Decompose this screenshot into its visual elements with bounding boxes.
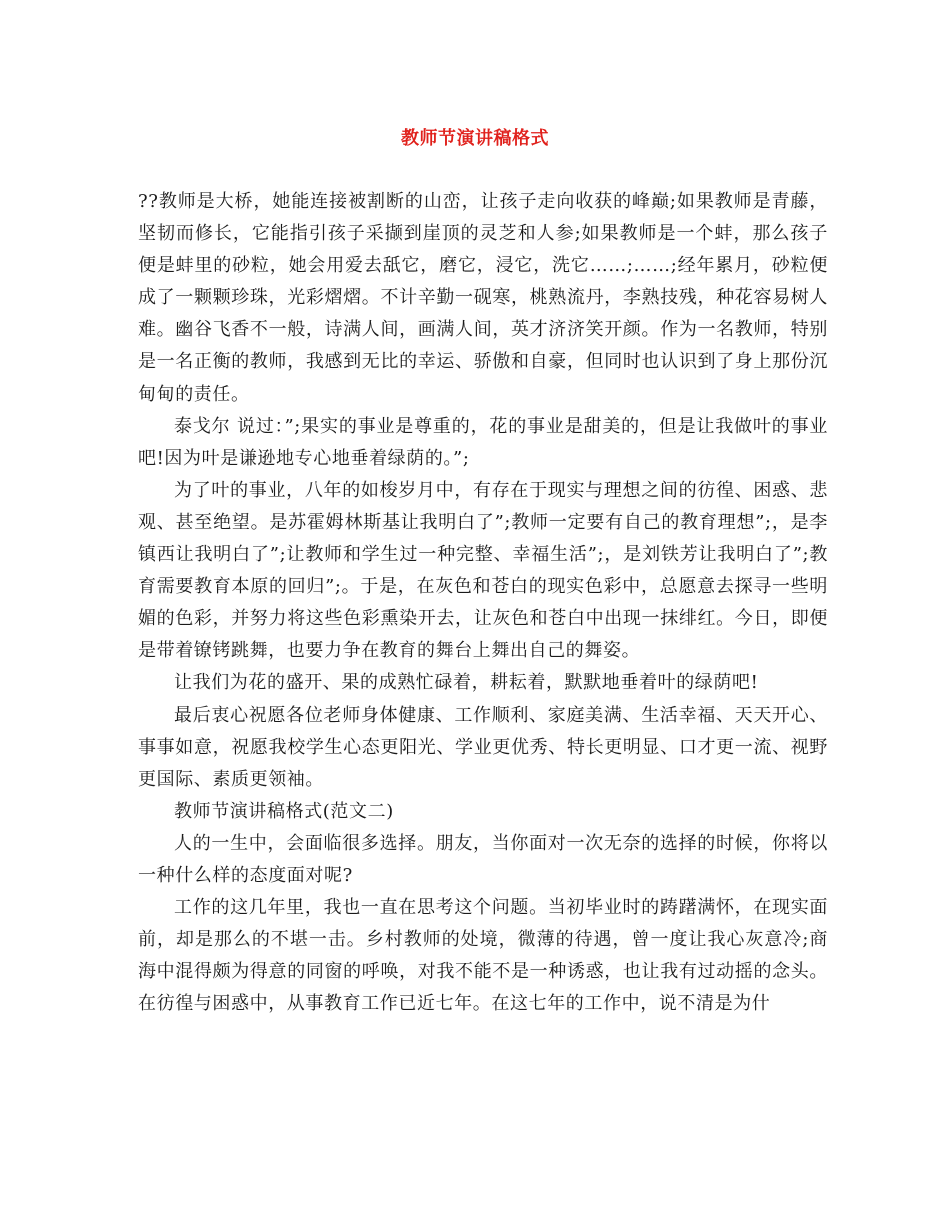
paragraph-3: 为了叶的事业，八年的如梭岁月中，有存在于现实与理想之间的彷徨、困惑、悲观、甚至绝望。是苏霍姆林斯基让我明白了”;教师一定要有自己的教育理想”;，是李镇西让我明白了”;让教师和学生过一种完整、幸福生活”;，是刘铁芳让我明白了”;教育需要教育本原的回归”;。于是，在灰色和苍白的现实色彩中，总愿意去探寻一些明媚的色彩，并努力将这些色彩熏染开去，让灰色和苍白中出现一抹绯红。今日，即便是带着镣铐跳舞，也要力争在教育的舞台上舞出自己的舞姿。 (138, 479, 828, 662)
paragraph-4: 让我们为花的盛开、果的成熟忙碌着，耕耘着，默默地垂着叶的绿荫吧! (174, 672, 759, 694)
section-heading-fanwen-2: 教师节演讲稿格式(范文二) (174, 800, 394, 822)
paragraph-1: ??教师是大桥，她能连接被割断的山峦，让孩子走向收获的峰巅;如果教师是青藤，坚韧而修长，它能指引孩子采撷到崖顶的灵芝和人参;如果教师是一个蚌，那么孩子便是蚌里的砂粒，她会用爱去舐它，磨它，浸它，洗它……;……;经年累月，砂粒便成了一颗颗珍珠，光彩熠熠。不计辛勤一砚寒，桃熟流丹，李熟技残，种花容易树人难。幽谷飞香不一般，诗满人间，画满人间，英才济济笑开颜。作为一名教师，特别是一名正衡的教师，我感到无比的幸运、骄傲和自豪，但同时也认识到了身上那份沉甸甸的责任。 (138, 191, 828, 405)
document-body (138, 186, 828, 1020)
paragraph-2: 泰戈尔 说过：”;果实的事业是尊重的，花的事业是甜美的，但是让我做叶的事业吧!因为叶是谦逊地专心地垂着绿荫的。”; (138, 415, 828, 469)
document-title: 教师节演讲稿格式 (401, 128, 549, 149)
paragraph-8: 工作的这几年里，我也一直在思考这个问题。当初毕业时的踌躇满怀，在现实面前，却是那么的不堪一击。乡村教师的处境，微薄的待遇，曾一度让我心灰意冷;商海中混得颇为得意的同窗的呼唤，对我不能不是一种诱惑，也让我有过动摇的念头。在彷徨与困惑中，从事教育工作已近七年。在这七年的工作中，说不清是为什 (138, 897, 828, 1015)
paragraph-5: 最后衷心祝愿各位老师身体健康、工作顺利、家庭美满、生活幸福、天天开心、事事如意，祝愿我校学生心态更阳光、学业更优秀、特长更明显、口才更一流、视野更国际、素质更领袖。 (138, 704, 828, 790)
paragraph-7: 人的一生中，会面临很多选择。朋友，当你面对一次无奈的选择的时候，你将以一种什么样的态度面对呢? (138, 832, 828, 886)
